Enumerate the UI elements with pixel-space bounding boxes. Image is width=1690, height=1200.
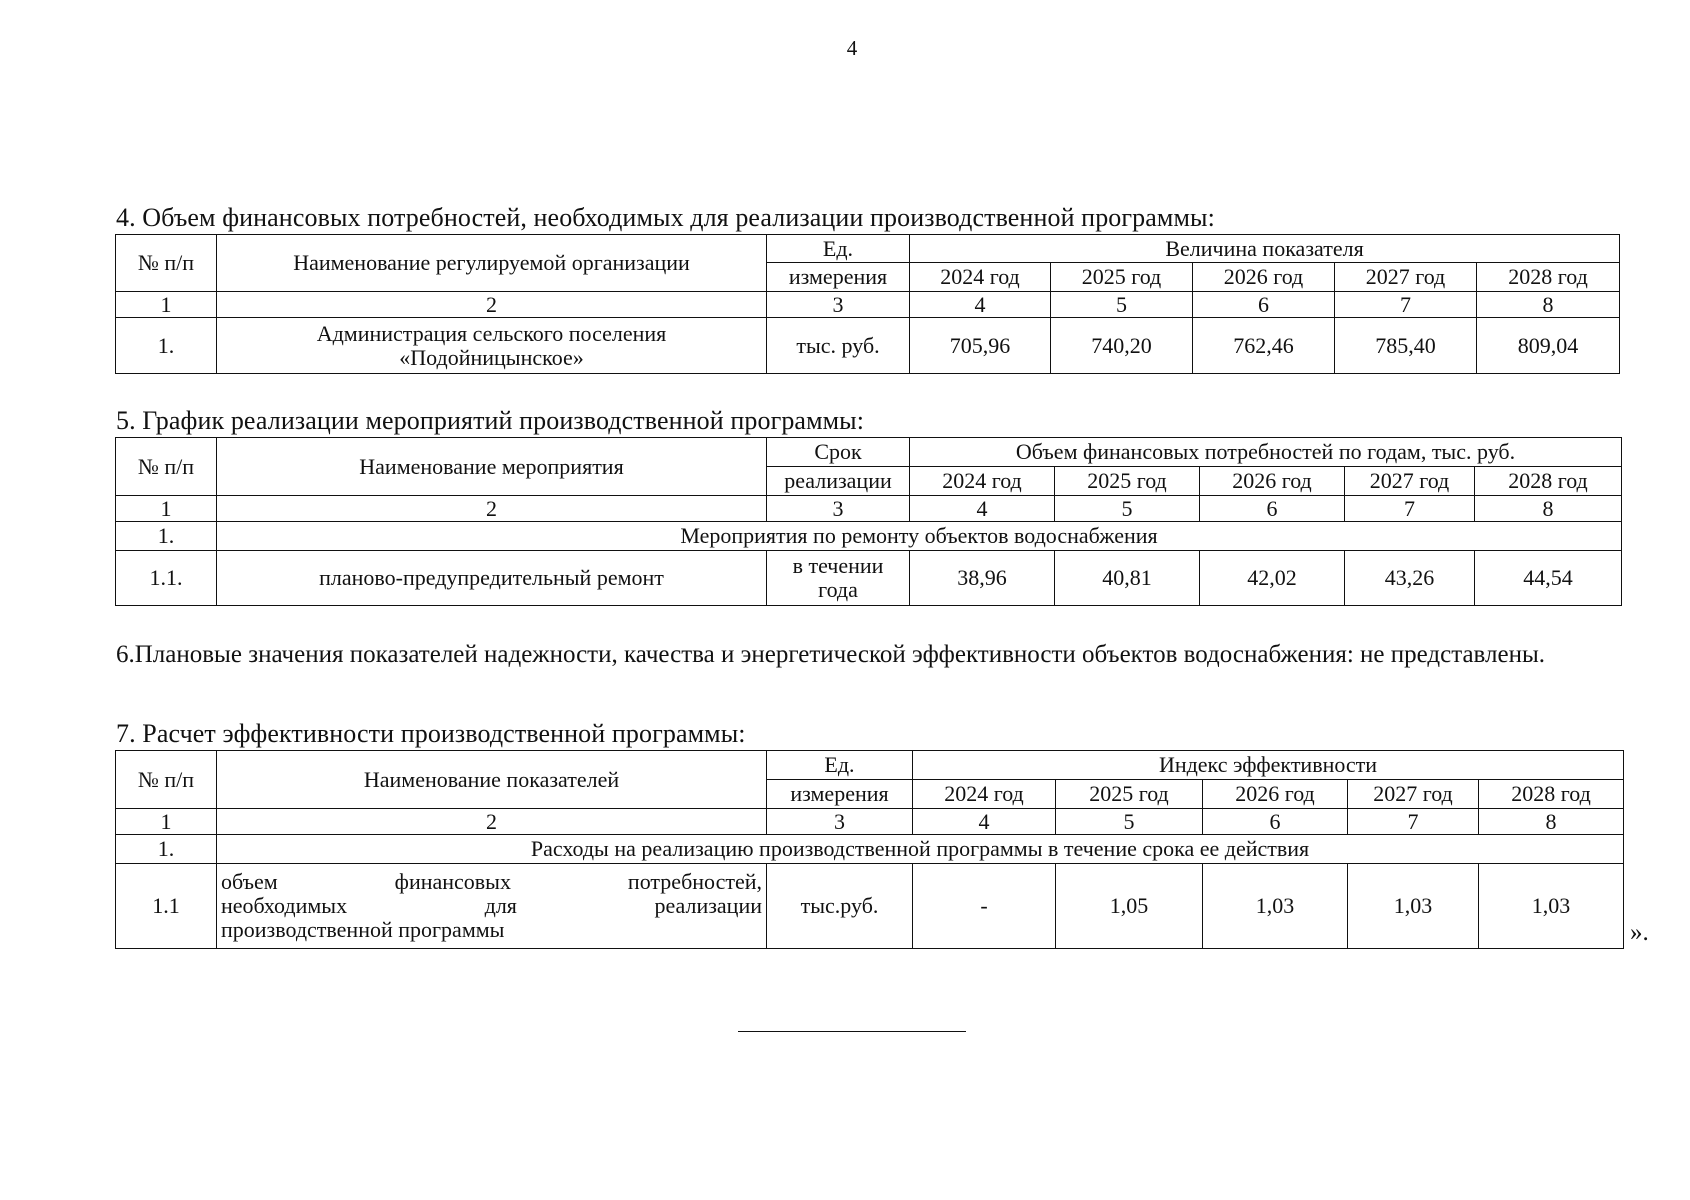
col-number: 6 (1193, 292, 1335, 318)
header-unit: Ед. (767, 751, 913, 780)
header-num: № п/п (116, 235, 217, 292)
header-num: № п/п (116, 438, 217, 496)
header-year: 2026 год (1203, 780, 1348, 809)
col-number: 7 (1345, 496, 1475, 522)
row-name-line: «Подойницынское» (399, 344, 584, 370)
group-row (116, 522, 1622, 551)
table-row (116, 864, 1624, 949)
row-name (217, 864, 767, 949)
section4-heading: 4. Объем финансовых потребностей, необходимых для реализации производственной программы: (116, 203, 1215, 232)
col-number: 3 (767, 809, 913, 835)
header-year: 2026 год (1193, 263, 1335, 292)
closing-quote-mark: ». (1630, 919, 1649, 946)
header-year: 2025 год (1055, 467, 1200, 496)
row-value: 44,54 (1475, 551, 1622, 606)
col-number: 4 (913, 809, 1056, 835)
header-year: 2027 год (1345, 467, 1475, 496)
row-term (767, 551, 910, 606)
section7-table (115, 750, 1624, 949)
col-number: 8 (1475, 496, 1622, 522)
col-number: 4 (910, 292, 1051, 318)
section6-text: 6.Плановые значения показателей надежности, качества и энергетической эффективности объектов водоснабжения: не представлены. (116, 641, 1546, 668)
header-unit: Ед. (767, 235, 910, 263)
header-name: Наименование мероприятия (217, 438, 767, 496)
col-number: 1 (116, 496, 217, 522)
header-group: Величина показателя (910, 235, 1620, 263)
table-row (116, 318, 1620, 374)
col-number: 1 (116, 809, 217, 835)
header-year: 2028 год (1477, 263, 1620, 292)
header-term: Срок (767, 438, 910, 467)
col-number: 8 (1477, 292, 1620, 318)
col-number: 2 (217, 496, 767, 522)
col-number: 4 (910, 496, 1055, 522)
row-value: 38,96 (910, 551, 1055, 606)
row-value: - (913, 864, 1056, 949)
row-value: 42,02 (1200, 551, 1345, 606)
row-value: 1,05 (1056, 864, 1203, 949)
header-year: 2024 год (913, 780, 1056, 809)
header-year: 2026 год (1200, 467, 1345, 496)
row-term-line: года (818, 577, 858, 602)
section7-heading: 7. Расчет эффективности производственной программы: (116, 719, 746, 748)
separator-line (738, 1031, 966, 1032)
row-name (217, 318, 767, 374)
header-num: № п/п (116, 751, 217, 809)
col-number: 7 (1335, 292, 1477, 318)
header-group: Индекс эффективности (913, 751, 1624, 780)
header-term-line2: реализации (767, 467, 910, 496)
section5-heading: 5. График реализации мероприятий производственной программы: (116, 406, 865, 435)
row-value: 762,46 (1193, 318, 1335, 374)
row-value: 785,40 (1335, 318, 1477, 374)
col-number: 5 (1056, 809, 1203, 835)
header-name: Наименование регулируемой организации (217, 235, 767, 292)
header-year: 2024 год (910, 467, 1055, 496)
group-row-num: 1. (116, 835, 217, 864)
row-value: 740,20 (1051, 318, 1193, 374)
col-number: 6 (1203, 809, 1348, 835)
row-name-line: объем финансовых потребностей, (221, 869, 762, 894)
row-num: 1.1 (116, 864, 217, 949)
section4-table (115, 234, 1620, 374)
col-number: 5 (1055, 496, 1200, 522)
col-number: 6 (1200, 496, 1345, 522)
group-row (116, 835, 1624, 864)
col-number: 3 (767, 496, 910, 522)
row-value: 40,81 (1055, 551, 1200, 606)
header-year: 2028 год (1479, 780, 1624, 809)
header-year: 2024 год (910, 263, 1051, 292)
row-value: 43,26 (1345, 551, 1475, 606)
row-unit: тыс.руб. (767, 864, 913, 949)
row-term-line: в течении (792, 553, 884, 578)
col-number: 2 (217, 809, 767, 835)
header-year: 2027 год (1335, 263, 1477, 292)
group-row-num: 1. (116, 522, 217, 551)
header-year: 2028 год (1475, 467, 1622, 496)
section5-table (115, 437, 1622, 606)
col-number: 8 (1479, 809, 1624, 835)
header-unit-line2: измерения (767, 263, 910, 292)
row-num: 1.1. (116, 551, 217, 606)
header-year: 2027 год (1348, 780, 1479, 809)
header-year: 2025 год (1051, 263, 1193, 292)
row-value: 705,96 (910, 318, 1051, 374)
row-name-line: Администрация сельского поселения (316, 320, 667, 346)
page-number: 4 (846, 36, 858, 60)
col-number: 2 (217, 292, 767, 318)
table-row (116, 551, 1622, 606)
row-name: планово-предупредительный ремонт (217, 551, 767, 606)
row-value: 1,03 (1348, 864, 1479, 949)
group-row-label: Расходы на реализацию производственной программы в течение срока ее действия (217, 835, 1624, 864)
row-name-line: производственной программы (221, 917, 505, 942)
col-number: 7 (1348, 809, 1479, 835)
header-unit-line2: измерения (767, 780, 913, 809)
row-name-line: необходимых для реализации (221, 893, 762, 918)
row-value: 1,03 (1203, 864, 1348, 949)
col-number: 3 (767, 292, 910, 318)
col-number: 5 (1051, 292, 1193, 318)
header-name: Наименование показателей (217, 751, 767, 809)
row-num: 1. (116, 318, 217, 374)
row-value: 809,04 (1477, 318, 1620, 374)
col-number: 1 (116, 292, 217, 318)
row-unit: тыс. руб. (767, 318, 910, 374)
row-value: 1,03 (1479, 864, 1624, 949)
header-group: Объем финансовых потребностей по годам, тыс. руб. (910, 438, 1622, 467)
header-year: 2025 год (1056, 780, 1203, 809)
group-row-label: Мероприятия по ремонту объектов водоснабжения (217, 522, 1622, 551)
